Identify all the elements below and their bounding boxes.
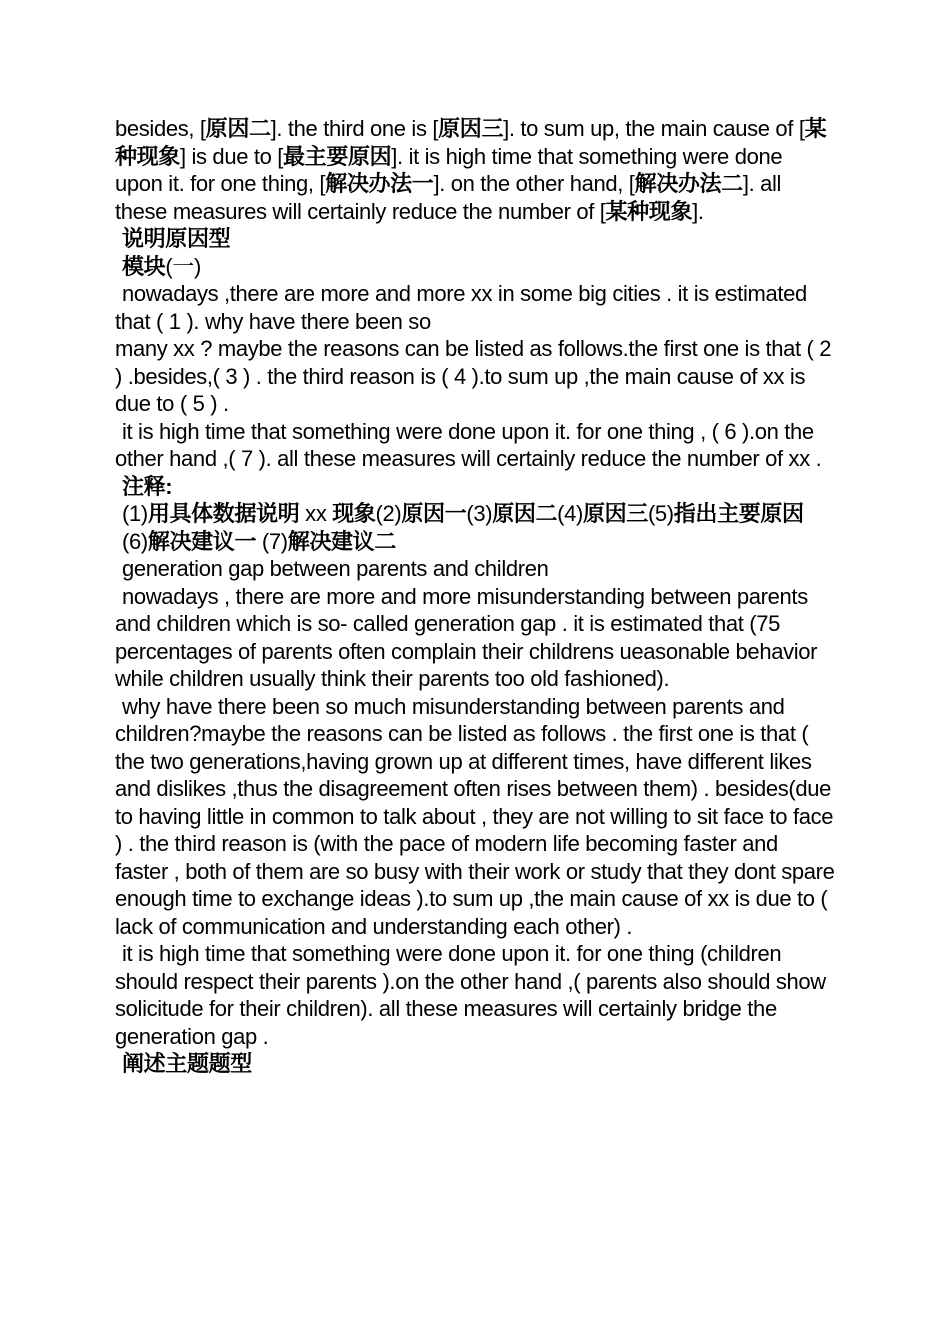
bold-run: 模块: [122, 253, 166, 279]
example-paragraph-1: nowadays , there are more and more misunderstanding between parents and children which is so- called generation gap . it is estimated that (75 percentages of parents often complain their childrens ueasonable behavior while children usually think their parents too old fashioned).: [115, 583, 818, 691]
text-run: (5): [647, 501, 674, 526]
document-page: [115, 115, 835, 1078]
bold-run: 解决建议一: [147, 528, 257, 554]
text-run: ].: [692, 198, 704, 224]
text-run: xx: [299, 501, 333, 526]
text-run: (3): [466, 501, 493, 526]
example-paragraph-2: why have there been so much misunderstanding between parents and children?maybe the reasons can be listed as follows . the first one is that ( the two generations,having grown up at different times, have different likes and dislikes ,thus the disagreement often rises between them) . besides(due to having little in common to talk about , they are not willing to sit face to face ) . the third reason is (with the pace of modern life becoming faster and faster , both of them are so busy with their work or study that they dont spare enough time to exchange ideas ).to sum up ,the main cause of xx is due to ( lack of communication and understanding each other) .: [115, 693, 835, 939]
text-run: ]. the third one is [: [270, 116, 439, 141]
module-heading: [115, 253, 835, 281]
text-run: (7): [256, 528, 288, 554]
bold-run: 原因三: [438, 116, 504, 141]
text-run: ]. all these measures will certainly reduce the number of [: [115, 171, 782, 224]
bold-run: 原因二: [492, 501, 558, 526]
text-run: (6): [122, 528, 148, 554]
notes-line-1: [115, 500, 835, 528]
notes-label: 注释:: [122, 473, 173, 499]
template-line-2: many xx ? maybe the reasons can be listed as follows.the first one is that ( 2 ) .besides,( 3 ) . the third reason is ( 4 ).to sum up ,the main cause of xx is due to ( 5 ) .: [115, 336, 832, 416]
text-run: ]. on the other hand, [: [433, 171, 635, 196]
bold-run: 指出主要原因: [673, 501, 804, 526]
bold-run: 现象: [332, 501, 376, 526]
bold-run: 用具体数据说明: [147, 501, 300, 526]
notes-line-2: [115, 528, 835, 556]
text-run: ]. to sum up, the main cause of [: [503, 116, 805, 141]
text-run: ] is due to [: [179, 143, 284, 169]
bold-run: 原因三: [582, 501, 648, 526]
text-run: (2): [375, 501, 402, 526]
bold-run: 某种现象: [115, 116, 827, 169]
text-run: ]. it is high time that something were done upon it. for one thing, [: [115, 143, 783, 196]
bold-run: 某种现象: [605, 198, 693, 224]
template-line-1: nowadays ,there are more and more xx in some big cities . it is estimated that ( 1 ). why have there been so: [115, 281, 807, 334]
intro-paragraph: [115, 115, 835, 225]
next-section-heading: 阐述主题题型: [122, 1051, 252, 1076]
text-run: besides, [: [115, 116, 206, 141]
bold-run: 解决办法一: [325, 171, 434, 196]
example-title: generation gap between parents and children: [122, 556, 549, 581]
bold-run: 最主要原因: [283, 143, 392, 169]
text-run: (1): [122, 501, 148, 526]
bold-run: 原因一: [401, 501, 467, 526]
template-line-3: it is high time that something were done upon it. for one thing , ( 6 ).on the other hand ,( 7 ). all these measures will certainly reduce the number of xx .: [115, 418, 822, 471]
bold-run: 原因二: [205, 116, 271, 141]
bold-run: 解决建议二: [287, 528, 396, 554]
text-run: (一): [165, 253, 201, 279]
example-paragraph-3: it is high time that something were done upon it. for one thing (children should respect their parents ).on the other hand ,( parents also should show solicitude for their children). all these measures will certainly bridge the generation gap .: [115, 941, 826, 1049]
bold-run: 解决办法二: [634, 171, 743, 196]
text-run: (4): [557, 501, 583, 526]
section-heading: 说明原因型: [122, 226, 231, 251]
